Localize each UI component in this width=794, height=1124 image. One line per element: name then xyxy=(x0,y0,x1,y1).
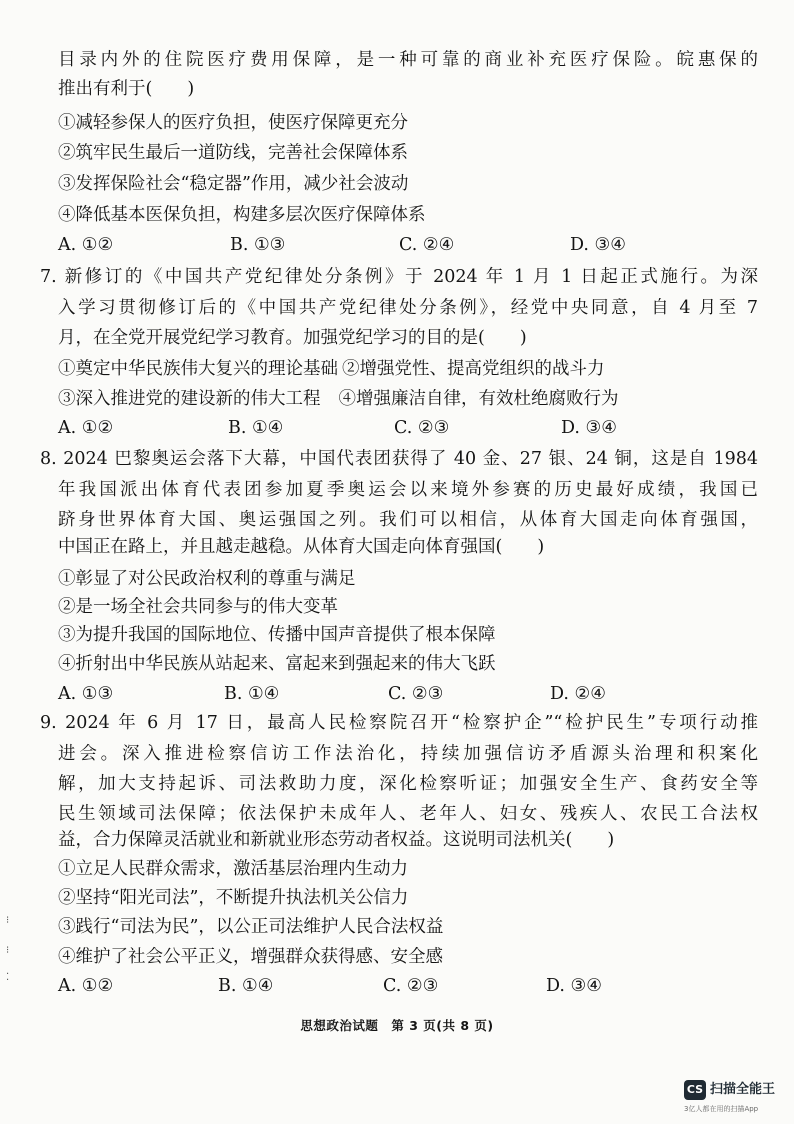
q7-option-d[interactable]: D. ③④ xyxy=(561,418,617,438)
q6-option-a[interactable]: A. ①② xyxy=(58,235,114,255)
watermark-slogan: 3亿人都在用的扫描App xyxy=(684,1105,759,1113)
q8-item-1: ①彰显了对公民政治权利的尊重与满足 xyxy=(58,569,356,589)
q8-option-c[interactable]: C. ②③ xyxy=(388,684,444,704)
q7-item-row-1 xyxy=(58,355,758,384)
watermark-app-name: 扫描全能王 xyxy=(710,1082,776,1097)
scan-speck-1: ⁝ xyxy=(6,915,10,926)
q6-item-3: ③发挥保险社会“稳定器”作用，减少社会波动 xyxy=(58,174,409,194)
q7-stem-line-2: 入学习贯彻修订后的《中国共产党纪律处分条例》，经党中央同意，自 4 月至 7 xyxy=(58,298,758,318)
q9-options xyxy=(58,972,698,1001)
q9-option-d[interactable]: D. ③④ xyxy=(546,976,602,996)
q7-option-c[interactable]: C. ②③ xyxy=(394,418,450,438)
q8-stem-line-3: 跻身世界体育大国、奥运强国之列。我们可以相信，从体育大国走向体育强国， xyxy=(58,510,758,530)
q9-option-c[interactable]: C. ②③ xyxy=(383,976,439,996)
scanner-watermark xyxy=(684,1078,790,1118)
q9-stem-line-5: 益，合力保障灵活就业和新就业形态劳动者权益。这说明司法机关( ) xyxy=(58,830,615,850)
q8-option-a[interactable]: A. ①③ xyxy=(58,684,114,704)
q6-stem-line-1: 目录内外的住院医疗费用保障，是一种可靠的商业补充医疗保险。皖惠保的 xyxy=(58,50,758,70)
q6-option-d[interactable]: D. ③④ xyxy=(570,235,626,255)
q9-option-a[interactable]: A. ①② xyxy=(58,976,114,996)
q8-item-2: ②是一场全社会共同参与的伟大变革 xyxy=(58,597,338,617)
scan-speck-3: ⁚ xyxy=(6,972,10,983)
q8-item-3: ③为提升我国的国际地位、传播中国声音提供了根本保障 xyxy=(58,625,496,645)
q7-item-3: ③深入推进党的建设新的伟大工程 xyxy=(58,389,321,409)
q8-stem-line-2: 年我国派出体育代表团参加夏季奥运会以来境外参赛的历史最好成绩，我国已 xyxy=(58,480,758,500)
page-footer: 思想政治试题 第 3 页(共 8 页) xyxy=(300,1018,494,1033)
q7-item-4: ④增强廉洁自律，有效杜绝腐败行为 xyxy=(338,389,619,409)
q7-stem-line-1: 7. 新修订的《中国共产党纪律处分条例》于 2024 年 1 月 1 日起正式施行。为深 xyxy=(40,267,758,287)
q7-stem-line-3: 月，在全党开展党纪学习教育。加强党纪学习的目的是( ) xyxy=(58,328,527,348)
q8-item-4: ④折射出中华民族从站起来、富起来到强起来的伟大飞跃 xyxy=(58,654,496,674)
q6-item-4: ④降低基本医保负担，构建多层次医疗保障体系 xyxy=(58,205,426,225)
q8-option-b[interactable]: B. ①④ xyxy=(224,684,280,704)
q8-stem-line-4: 中国正在路上，并且越走越稳。从体育大国走向体育强国( ) xyxy=(58,537,545,557)
q9-item-2: ②坚持“阳光司法”，不断提升执法机关公信力 xyxy=(58,888,409,908)
q6-options xyxy=(58,231,698,260)
q9-stem-line-2: 进会。深入推进检察信访工作法治化，持续加强信访矛盾源头治理和积案化 xyxy=(58,744,758,764)
q6-item-1: ①减轻参保人的医疗负担，使医疗保障更充分 xyxy=(58,113,408,133)
q6-item-2: ②筑牢民生最后一道防线，完善社会保障体系 xyxy=(58,143,408,163)
q7-item-1: ①奠定中华民族伟大复兴的理论基础 xyxy=(58,359,338,379)
q6-stem-line-2: 推出有利于( ) xyxy=(58,79,195,99)
q8-options xyxy=(58,680,698,709)
q9-stem-line-3: 解，加大支持起诉、司法救助力度，深化检察听证；加强安全生产、食药安全等 xyxy=(58,774,758,794)
q9-option-b[interactable]: B. ①④ xyxy=(218,976,274,996)
q8-stem-line-1: 8. 2024 巴黎奥运会落下大幕，中国代表团获得了 40 金、27 银、24 铜，这是自 1984 xyxy=(40,449,758,469)
q9-item-4: ④维护了社会公平正义，增强群众获得感、安全感 xyxy=(58,947,443,967)
q9-stem-line-4: 民生领域司法保障；依法保护未成年人、老年人、妇女、残疾人、农民工合法权 xyxy=(58,804,758,824)
q8-option-d[interactable]: D. ②④ xyxy=(550,684,606,704)
q9-item-1: ①立足人民群众需求，激活基层治理内生动力 xyxy=(58,859,408,879)
q6-option-b[interactable]: B. ①③ xyxy=(230,235,286,255)
q9-stem-line-1: 9. 2024 年 6 月 17 日，最高人民检察院召开“检察护企”“检护民生”专项行动推 xyxy=(40,713,758,733)
scan-speck-2: ⁝ xyxy=(6,945,10,956)
q7-item-2: ②增强党性、提高党组织的战斗力 xyxy=(342,359,605,379)
camscanner-logo-icon: CS xyxy=(684,1080,706,1100)
q6-option-c[interactable]: C. ②④ xyxy=(399,235,455,255)
q7-item-row-2 xyxy=(58,385,758,414)
q7-options xyxy=(58,414,698,443)
q9-item-3: ③践行“司法为民”，以公正司法维护人民合法权益 xyxy=(58,917,444,937)
q7-option-a[interactable]: A. ①② xyxy=(58,418,114,438)
q7-option-b[interactable]: B. ①④ xyxy=(228,418,284,438)
